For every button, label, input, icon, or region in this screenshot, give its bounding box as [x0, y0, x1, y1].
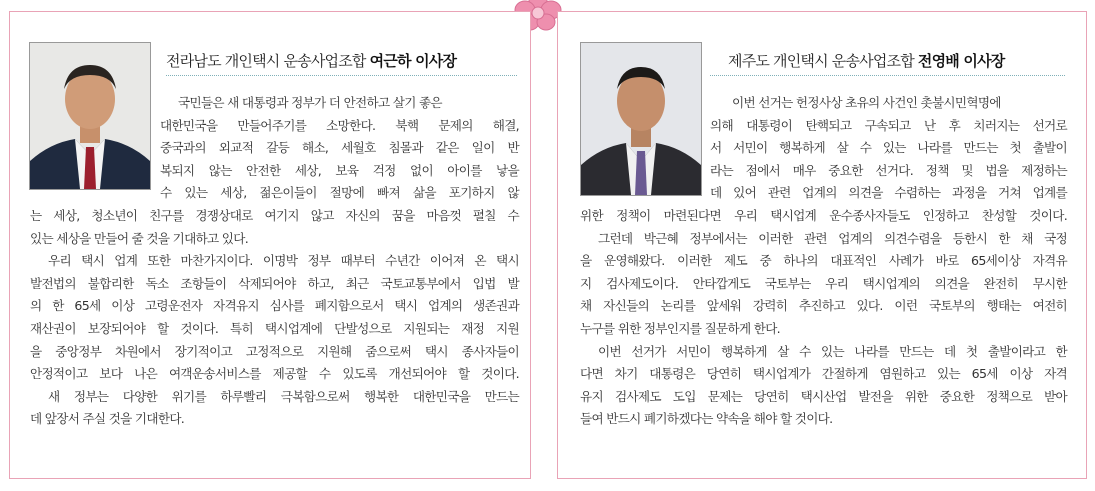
- text-line: 라는 점에서 매우 중요한 선거다. 정책 및 법을 제정하는: [710, 162, 1067, 178]
- text-line: 다면 차기 대통령은 당연히 택시업계가 간절하게 염원하고 있는 65세 이상 자격: [580, 366, 1067, 382]
- text-line: 의해 대통령이 탄핵되고 구속되고 난 후 치러지는 선거로: [710, 117, 1067, 133]
- interviewee-title: [728, 50, 1004, 71]
- text-line: 대한민국을 만들어주기를 소망한다. 북핵 문제의 해결,: [160, 117, 519, 133]
- text-line: 안정적이고 보다 나은 여객운송서비스를 제공할 수 있도록 개선되어야 할 것이다.: [30, 366, 519, 382]
- organization-name: 제주도 개인택시 운송사업조합: [728, 52, 914, 70]
- title-divider: [710, 75, 1065, 76]
- text-line: 위한 정책이 마련된다면 우리 택시업계 운수종사자들도 인정하고 찬성할 것이다.: [580, 207, 1067, 223]
- text-line: 새 정부는 다양한 위기를 하루빨리 극복함으로써 행복한 대한민국을 만드는: [48, 388, 519, 404]
- text-line: 국민들은 새 대통령과 정부가 더 안전하고 살기 좋은: [178, 95, 442, 110]
- text-line: 을 운영해왔다. 이러한 제도 중 하나의 대표적인 사례가 바로 65세이상 자격유: [580, 253, 1067, 269]
- text-line: 이번 선거가 서민이 행복하게 살 수 있는 나라를 만드는 데 첫 출발이라고 한: [598, 343, 1067, 359]
- text-line: 데 앞장서 주실 것을 기대한다.: [30, 411, 185, 427]
- text-line: 발전법의 불합리한 독소 조항들이 삭제되어야 하고, 최근 국토교통부에서 입법 발: [30, 275, 519, 291]
- article-body: [580, 92, 1067, 431]
- text-line: 을 중앙정부 차원에서 장기적이고 고정적으로 지원해 줌으로써 택시 종사자들이: [30, 343, 519, 359]
- text-line: 데 있어 관련 업계의 의견을 수렴하는 과정을 거쳐 업계를: [710, 185, 1067, 201]
- text-line: 수 있는 세상, 젊은이들이 절망에 빠져 삶을 포기하지 않: [160, 185, 519, 201]
- text-line: 재산권이 보장되어야 할 것이다. 특히 택시업계에 단발성으로 지원되는 재정 지원: [30, 320, 519, 336]
- text-line: 복되지 않는 안전한 세상, 보육 걱정 없이 아이를 낳을: [160, 162, 519, 178]
- interviewee-name: 전영배 이사장: [917, 52, 1005, 70]
- text-line: 유지 검사제도 도입 문제는 당연히 택시산업 발전을 위한 중요한 정책으로 받아: [580, 388, 1067, 404]
- title-divider: [166, 75, 517, 76]
- text-line: 들여 반드시 폐기하겠다는 약속을 해야 할 것이다.: [580, 411, 833, 427]
- text-line: 지 검사제도이다. 안타깝게도 국토부는 우리 택시업계의 의견을 완전히 무시한: [580, 275, 1067, 291]
- text-line: 중국과의 외교적 갈등 해소, 세월호 침몰과 같은 일이 반: [160, 140, 519, 156]
- text-line: 그런데 박근혜 정부에서는 이러한 관련 업계의 의견수렴을 등한시 한 채 국정: [598, 230, 1067, 246]
- article-body: [30, 92, 519, 431]
- interview-panel-right: [557, 11, 1087, 479]
- text-line: 이번 선거는 헌정사상 초유의 사건인 촛불시민혁명에: [732, 95, 1001, 110]
- interviewee-title: [166, 50, 456, 71]
- text-line: 의 한 65세 이상 고령운전자 자격유지 심사를 폐지함으로서 택시 업계의 생존권과: [30, 298, 519, 314]
- interview-panel-left: [9, 11, 531, 479]
- text-line: 누구를 위한 정부인지를 질문하게 한다.: [580, 320, 780, 336]
- text-line: 우리 택시 업계 또한 마찬가지이다. 이명박 정부 때부터 수년간 이어져 온 택시: [48, 253, 519, 269]
- text-line: 채 자신들의 논리를 앞세워 강력히 추진하고 있다. 이런 국토부의 행태는 여전히: [580, 298, 1067, 314]
- text-line: 서 서민이 행복하게 살 수 있는 나라를 만드는 첫 출발이: [710, 140, 1067, 156]
- organization-name: 전라남도 개인택시 운송사업조합: [166, 52, 366, 70]
- text-line: 는 세상, 청소년이 친구를 경쟁상대로 여기지 않고 자신의 꿈을 마음껏 펼칠 수: [30, 207, 519, 223]
- interviewee-name: 여근하 이사장: [369, 52, 457, 70]
- text-line: 있는 세상을 만들어 줄 것을 기대하고 있다.: [30, 230, 249, 246]
